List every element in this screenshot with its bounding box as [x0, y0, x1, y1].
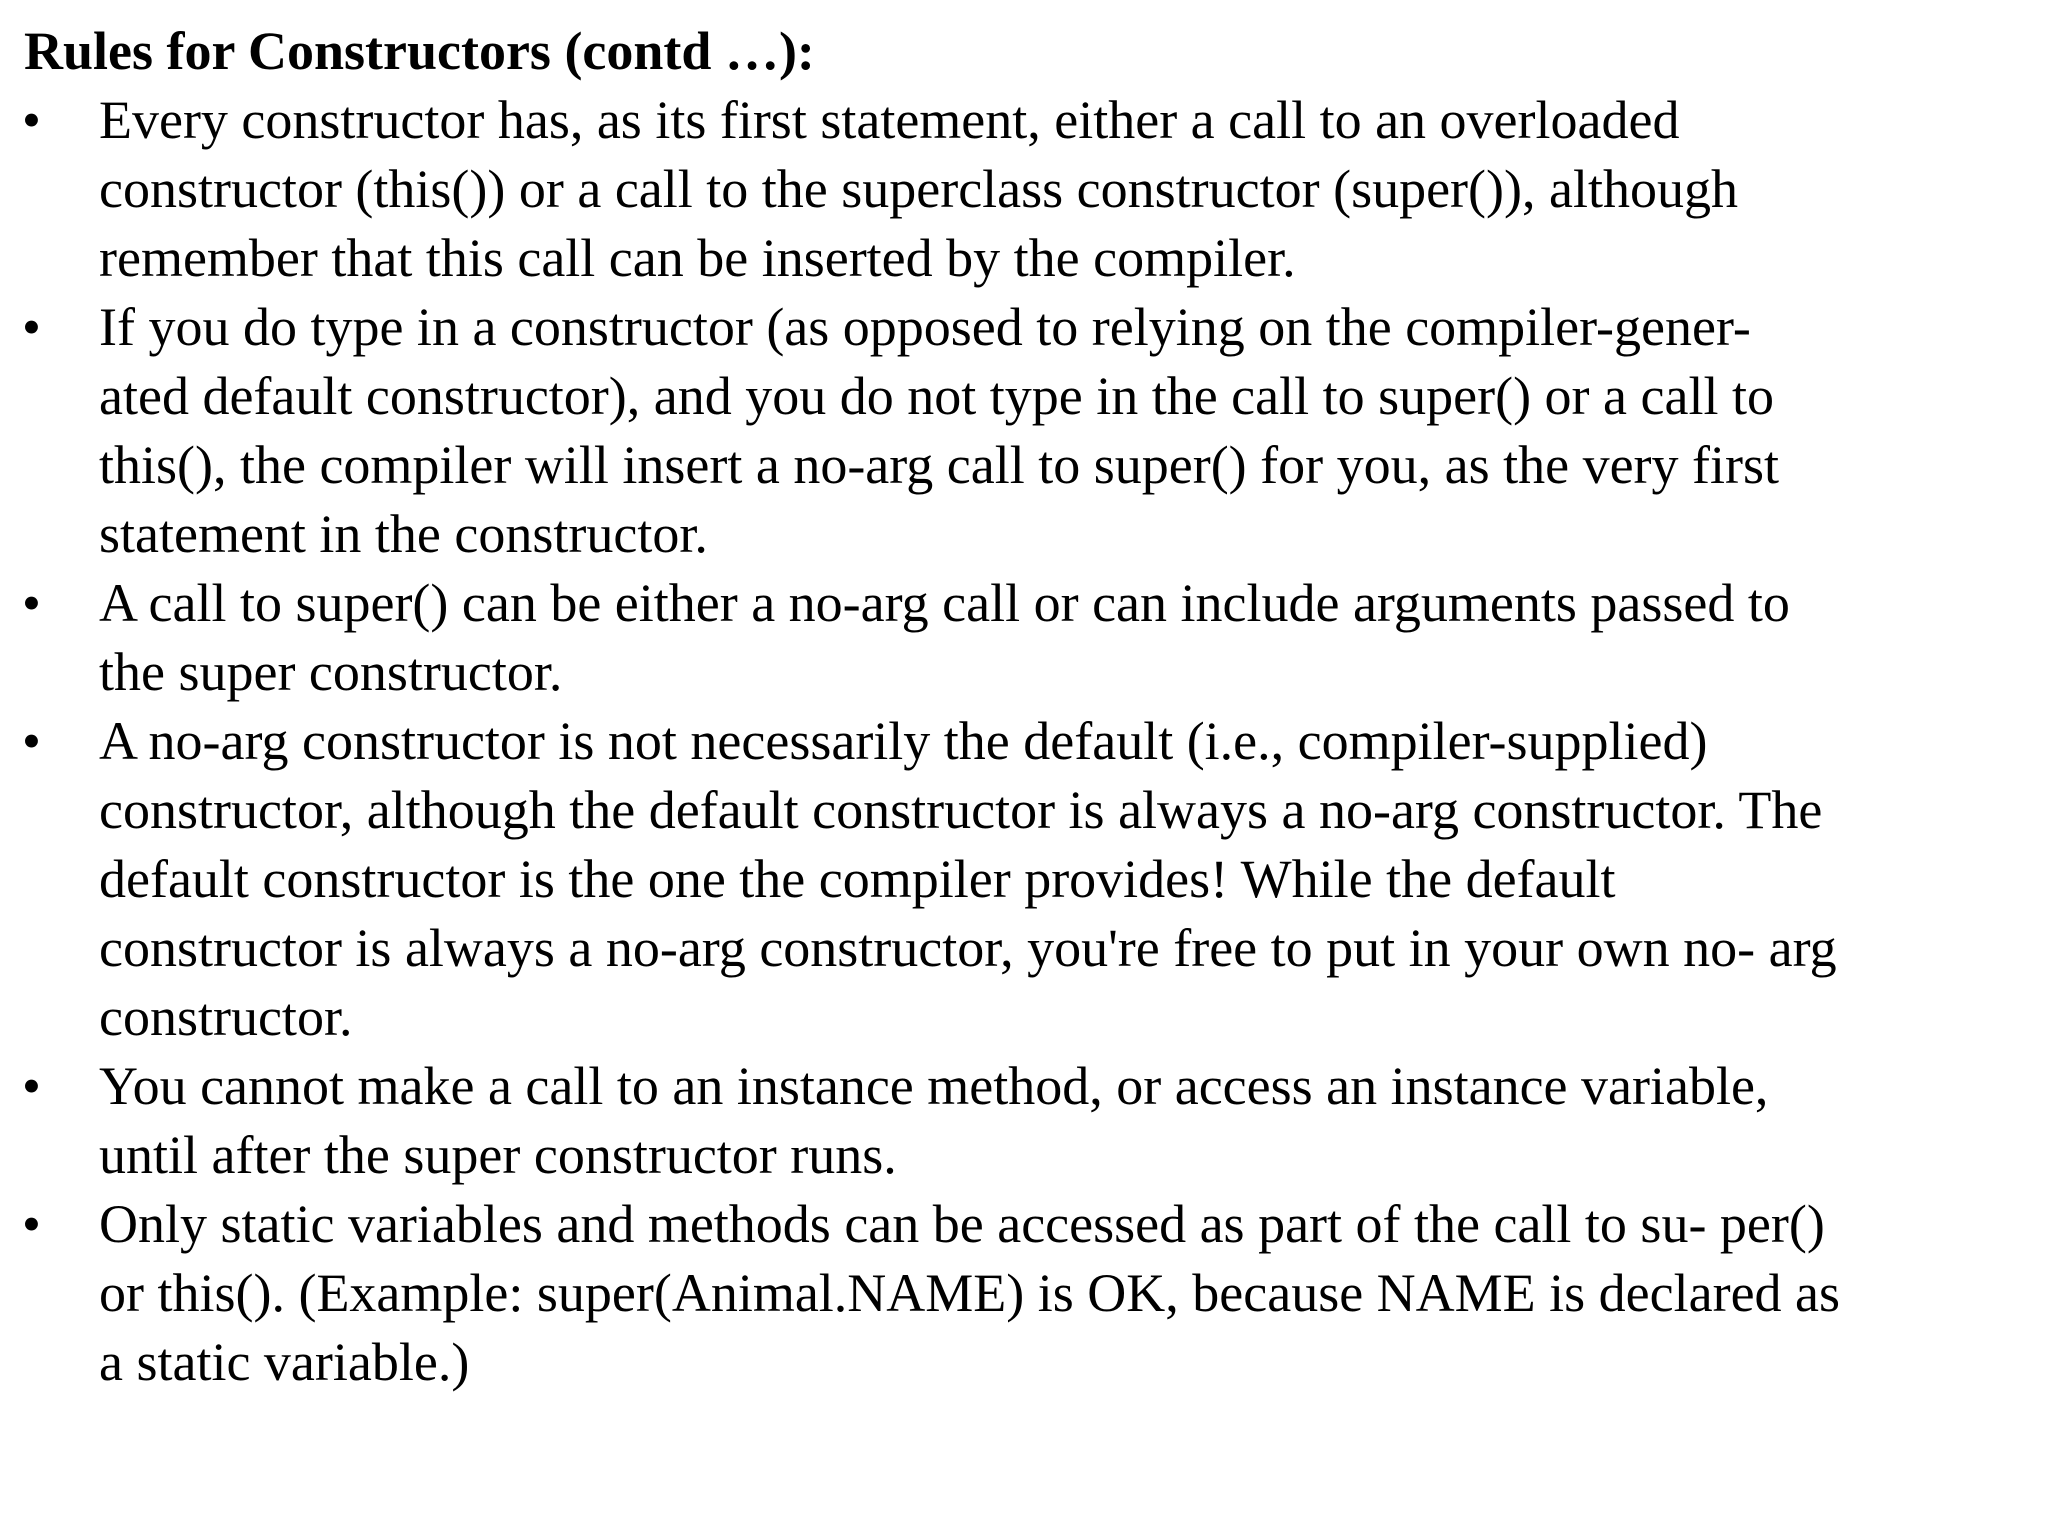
bullet-text-line: the super constructor.	[99, 642, 563, 702]
bullet-text-line: a static variable.)	[99, 1332, 470, 1392]
bullet-text-line: default constructor is the one the compiler provides! While the default	[99, 849, 1616, 909]
bullet-text-line: remember that this call can be inserted by the compiler.	[99, 228, 1296, 288]
bullet-text-line: Every constructor has, as its first statement, either a call to an overloaded	[99, 90, 1680, 150]
bullet-text-line: statement in the constructor.	[99, 504, 708, 564]
bullet-text-line: constructor (this()) or a call to the superclass constructor (super()), although	[99, 159, 1738, 219]
bullet-text-line: You cannot make a call to an instance method, or access an instance variable,	[99, 1056, 1769, 1116]
slide-title: Rules for Constructors (contd …):	[24, 21, 815, 81]
bullet-text-line: constructor is always a no-arg constructor, you're free to put in your own no- arg	[99, 918, 1837, 978]
bullet-text-line: Only static variables and methods can be accessed as part of the call to su- per()	[99, 1194, 1825, 1254]
bullet-text-line: this(), the compiler will insert a no-arg call to super() for you, as the very first	[99, 435, 1780, 495]
bullet-icon: •	[22, 1194, 41, 1254]
bullet-text-line: A call to super() can be either a no-arg call or can include arguments passed to	[99, 573, 1790, 633]
bullet-text-line: until after the super constructor runs.	[99, 1125, 897, 1185]
bullet-item	[0, 1190, 2000, 1397]
bullet-icon: •	[22, 1056, 41, 1116]
bullet-list	[0, 86, 2000, 1397]
bullet-icon: •	[22, 90, 41, 150]
bullet-text-line: or this(). (Example: super(Animal.NAME) is OK, because NAME is declared as	[99, 1263, 1841, 1323]
bullet-item	[0, 86, 2000, 293]
bullet-icon: •	[22, 297, 41, 357]
bullet-item	[0, 569, 2000, 707]
bullet-item	[0, 707, 2000, 1052]
bullet-item	[0, 293, 2000, 569]
bullet-text-line: A no-arg constructor is not necessarily the default (i.e., compiler-supplied)	[99, 711, 1708, 771]
bullet-text-line: constructor.	[99, 987, 353, 1047]
bullet-icon: •	[22, 573, 41, 633]
bullet-item	[0, 1052, 2000, 1190]
bullet-text-line: If you do type in a constructor (as opposed to relying on the compiler-gener-	[99, 297, 1751, 357]
bullet-icon: •	[22, 711, 41, 771]
bullet-text-line: constructor, although the default constructor is always a no-arg constructor. The	[99, 780, 1823, 840]
bullet-text-line: ated default constructor), and you do not type in the call to super() or a call to	[99, 366, 1774, 426]
